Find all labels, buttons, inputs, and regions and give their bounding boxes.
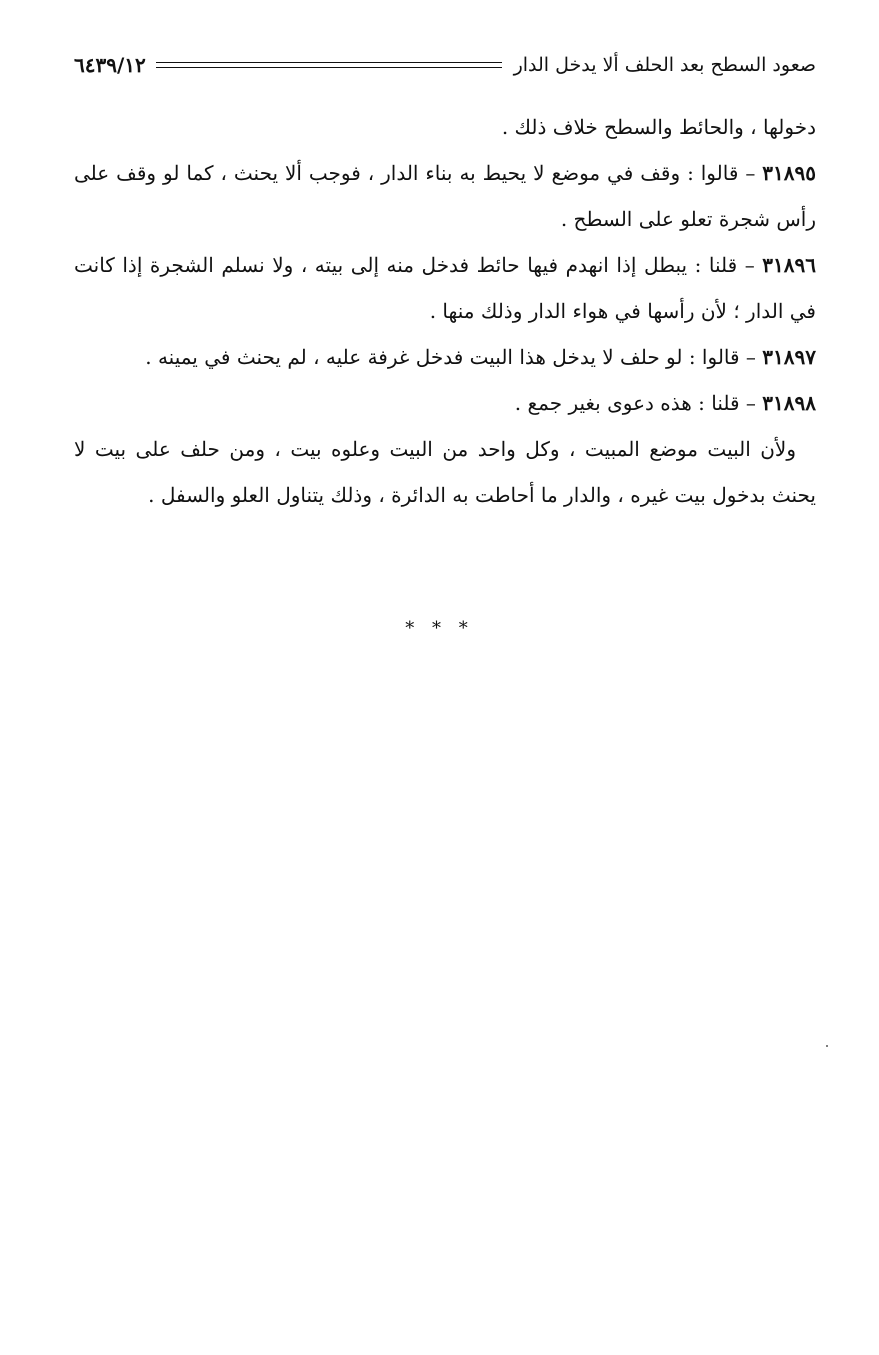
number-separator: – xyxy=(738,161,763,185)
running-header xyxy=(74,48,816,82)
section-ornament: * * * xyxy=(405,618,474,639)
paragraph-number: ٣١٨٩٦ xyxy=(762,253,817,277)
header-rule xyxy=(156,62,502,68)
paragraph-text: قلنا : يبطل إذا انهدم فيها حائط فدخل منه إلى بيته ، ولا نسلم الشجرة إذا كانت في الدار ؛ لأن رأسها في هواء الدار وذلك منها . xyxy=(74,253,816,323)
paragraph-text: قالوا : وقف في موضع لا يحيط به بناء الدار ، فوجب ألا يحنث ، كما لو وقف على رأس شجرة تعلو على السطح . xyxy=(74,161,816,231)
paragraph-conclusion xyxy=(74,426,816,518)
body-text xyxy=(74,104,816,518)
number-separator: – xyxy=(739,345,763,369)
paragraph-number: ٣١٨٩٧ xyxy=(762,345,816,369)
header-page-reference: ٦٤٣٩/١٢ xyxy=(74,53,146,77)
paragraph-text: ولأن البيت موضع المبيت ، وكل واحد من البيت وعلوه بيت ، ومن حلف على بيت لا يحنث بدخول بيت غيره ، والدار ما أحاطت به الدائرة ، وذلك يتناول العلو والسفل . xyxy=(74,437,816,507)
paragraph-continuation xyxy=(74,104,816,150)
paragraph-text: دخولها ، والحائط والسطح خلاف ذلك . xyxy=(501,115,816,139)
paragraph-text: قالوا : لو حلف لا يدخل هذا البيت فدخل غرفة عليه ، لم يحنث في يمينه . xyxy=(145,345,740,369)
paragraph-number: ٣١٨٩٨ xyxy=(762,391,816,415)
paragraph-31897 xyxy=(74,334,816,380)
paragraph-text: قلنا : هذه دعوى بغير جمع . xyxy=(514,391,740,415)
header-title: صعود السطح بعد الحلف ألا يدخل الدار xyxy=(513,54,816,76)
paragraph-number: ٣١٨٩٥ xyxy=(762,161,816,185)
number-separator: – xyxy=(739,391,763,415)
paragraph-31896 xyxy=(74,242,816,334)
scan-speck xyxy=(826,1045,828,1047)
number-separator: – xyxy=(737,253,763,277)
paragraph-31895 xyxy=(74,150,816,242)
paragraph-31898 xyxy=(74,380,816,426)
